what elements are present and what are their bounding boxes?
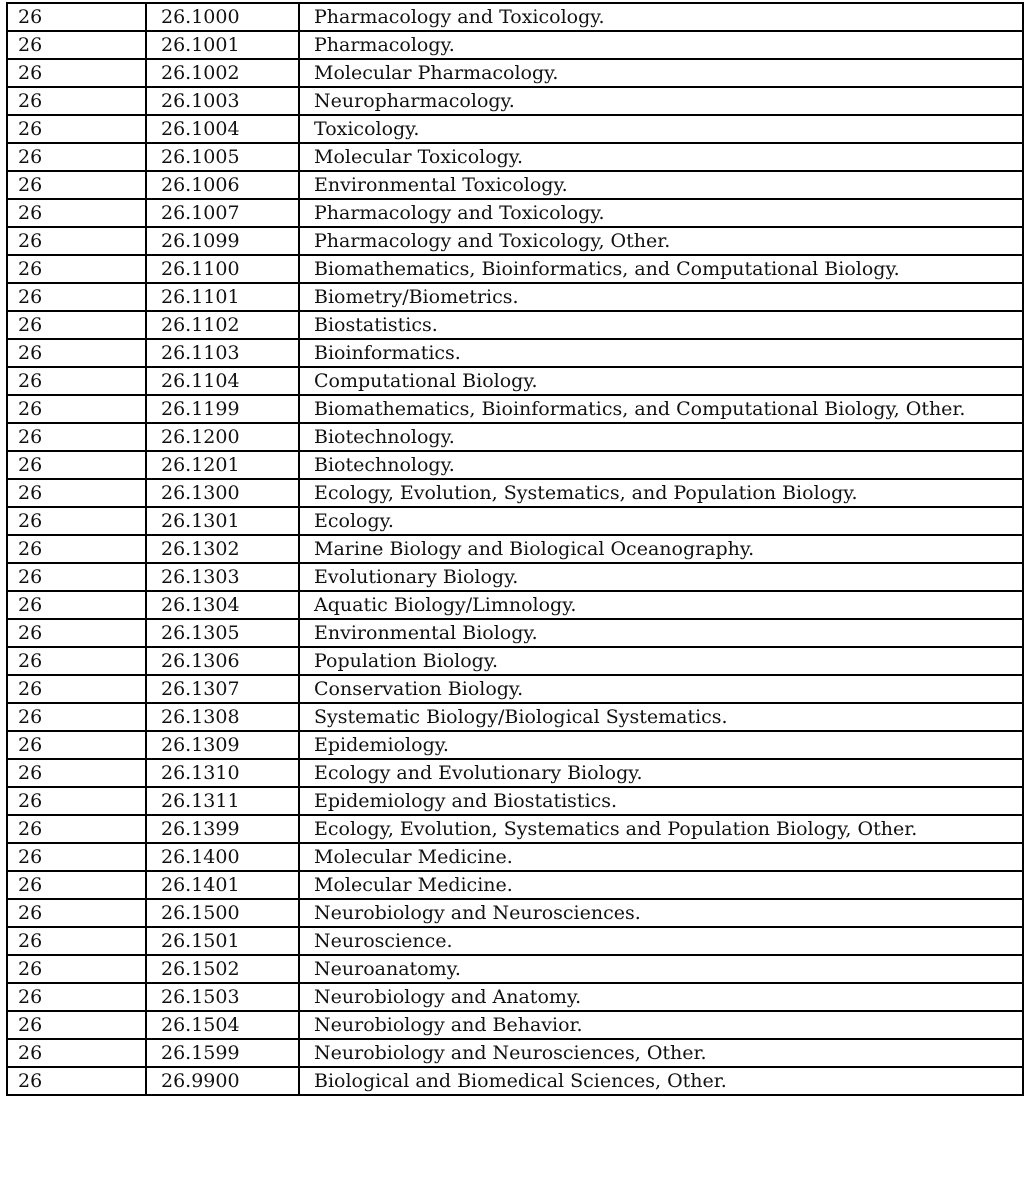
- cip-family-cell: 26: [7, 675, 146, 703]
- cip-code-cell: 26.1501: [146, 927, 299, 955]
- table-row: [7, 675, 1023, 703]
- cip-family-cell: 26: [7, 59, 146, 87]
- cip-family-cell: 26: [7, 591, 146, 619]
- cip-title-cell: Toxicology.: [299, 115, 1023, 143]
- cip-code-cell: 26.1500: [146, 899, 299, 927]
- cip-family-cell: 26: [7, 479, 146, 507]
- table-row: [7, 955, 1023, 983]
- cip-title-cell: Neurobiology and Neurosciences.: [299, 899, 1023, 927]
- cip-title-cell: Pharmacology.: [299, 31, 1023, 59]
- cip-code-cell: 26.1100: [146, 255, 299, 283]
- cip-code-cell: 26.1306: [146, 647, 299, 675]
- cip-code-cell: 26.1002: [146, 59, 299, 87]
- table-row: [7, 59, 1023, 87]
- cip-title-cell: Ecology and Evolutionary Biology.: [299, 759, 1023, 787]
- cip-title-cell: Bioinformatics.: [299, 339, 1023, 367]
- cip-family-cell: 26: [7, 563, 146, 591]
- cip-family-cell: 26: [7, 227, 146, 255]
- cip-family-cell: 26: [7, 283, 146, 311]
- cip-title-cell: Ecology.: [299, 507, 1023, 535]
- table-row: [7, 367, 1023, 395]
- cip-title-cell: Ecology, Evolution, Systematics, and Population Biology.: [299, 479, 1023, 507]
- cip-title-cell: Neurobiology and Neurosciences, Other.: [299, 1039, 1023, 1067]
- table-row: [7, 563, 1023, 591]
- cip-family-cell: 26: [7, 843, 146, 871]
- cip-code-cell: 26.1502: [146, 955, 299, 983]
- table-row: [7, 731, 1023, 759]
- cip-title-cell: Population Biology.: [299, 647, 1023, 675]
- cip-title-cell: Neuroscience.: [299, 927, 1023, 955]
- cip-title-cell: Molecular Pharmacology.: [299, 59, 1023, 87]
- table-row: [7, 1039, 1023, 1067]
- cip-title-cell: Epidemiology and Biostatistics.: [299, 787, 1023, 815]
- cip-family-cell: 26: [7, 535, 146, 563]
- cip-family-cell: 26: [7, 31, 146, 59]
- table-row: [7, 591, 1023, 619]
- cip-family-cell: 26: [7, 815, 146, 843]
- cip-code-cell: 26.1101: [146, 283, 299, 311]
- cip-family-cell: 26: [7, 759, 146, 787]
- table-row: [7, 479, 1023, 507]
- cip-family-cell: 26: [7, 703, 146, 731]
- cip-title-cell: Biomathematics, Bioinformatics, and Computational Biology.: [299, 255, 1023, 283]
- cip-title-cell: Molecular Medicine.: [299, 843, 1023, 871]
- table-row: [7, 143, 1023, 171]
- cip-family-cell: 26: [7, 255, 146, 283]
- table-row: [7, 3, 1023, 31]
- cip-family-cell: 26: [7, 87, 146, 115]
- cip-code-cell: 26.1201: [146, 451, 299, 479]
- table-row: [7, 927, 1023, 955]
- cip-code-cell: 26.1310: [146, 759, 299, 787]
- table-row: [7, 255, 1023, 283]
- cip-family-cell: 26: [7, 983, 146, 1011]
- cip-title-cell: Pharmacology and Toxicology, Other.: [299, 227, 1023, 255]
- cip-family-cell: 26: [7, 199, 146, 227]
- cip-family-cell: 26: [7, 3, 146, 31]
- cip-title-cell: Neurobiology and Behavior.: [299, 1011, 1023, 1039]
- table-row: [7, 843, 1023, 871]
- cip-family-cell: 26: [7, 1039, 146, 1067]
- cip-code-cell: 26.1004: [146, 115, 299, 143]
- table-row: [7, 31, 1023, 59]
- cip-code-cell: 26.9900: [146, 1067, 299, 1095]
- cip-title-cell: Environmental Toxicology.: [299, 171, 1023, 199]
- table-row: [7, 227, 1023, 255]
- table-row: [7, 1067, 1023, 1095]
- cip-title-cell: Neurobiology and Anatomy.: [299, 983, 1023, 1011]
- cip-title-cell: Biometry/Biometrics.: [299, 283, 1023, 311]
- cip-family-cell: 26: [7, 955, 146, 983]
- cip-title-cell: Aquatic Biology/Limnology.: [299, 591, 1023, 619]
- cip-family-cell: 26: [7, 1011, 146, 1039]
- cip-family-cell: 26: [7, 367, 146, 395]
- table-row: [7, 507, 1023, 535]
- cip-title-cell: Ecology, Evolution, Systematics and Population Biology, Other.: [299, 815, 1023, 843]
- table-row: [7, 1011, 1023, 1039]
- cip-code-cell: 26.1000: [146, 3, 299, 31]
- table-row: [7, 871, 1023, 899]
- cip-code-cell: 26.1305: [146, 619, 299, 647]
- cip-code-cell: 26.1303: [146, 563, 299, 591]
- cip-family-cell: 26: [7, 115, 146, 143]
- cip-code-cell: 26.1308: [146, 703, 299, 731]
- cip-code-cell: 26.1301: [146, 507, 299, 535]
- table-row: [7, 535, 1023, 563]
- cip-title-cell: Computational Biology.: [299, 367, 1023, 395]
- cip-title-cell: Epidemiology.: [299, 731, 1023, 759]
- cip-family-cell: 26: [7, 787, 146, 815]
- cip-code-cell: 26.1400: [146, 843, 299, 871]
- cip-code-cell: 26.1102: [146, 311, 299, 339]
- table-row: [7, 983, 1023, 1011]
- cip-title-cell: Marine Biology and Biological Oceanography.: [299, 535, 1023, 563]
- table-row: [7, 759, 1023, 787]
- cip-title-cell: Molecular Toxicology.: [299, 143, 1023, 171]
- cip-code-cell: 26.1300: [146, 479, 299, 507]
- cip-code-cell: 26.1599: [146, 1039, 299, 1067]
- cip-code-cell: 26.1503: [146, 983, 299, 1011]
- cip-code-cell: 26.1200: [146, 423, 299, 451]
- cip-family-cell: 26: [7, 871, 146, 899]
- cip-title-cell: Biological and Biomedical Sciences, Other.: [299, 1067, 1023, 1095]
- cip-code-cell: 26.1307: [146, 675, 299, 703]
- cip-family-cell: 26: [7, 339, 146, 367]
- cip-title-cell: Biomathematics, Bioinformatics, and Computational Biology, Other.: [299, 395, 1023, 423]
- table-row: [7, 395, 1023, 423]
- cip-family-cell: 26: [7, 395, 146, 423]
- table-row: [7, 899, 1023, 927]
- table-row: [7, 339, 1023, 367]
- cip-code-cell: 26.1001: [146, 31, 299, 59]
- cip-code-cell: 26.1504: [146, 1011, 299, 1039]
- cip-code-cell: 26.1401: [146, 871, 299, 899]
- cip-title-cell: Biotechnology.: [299, 423, 1023, 451]
- table-body: [7, 3, 1023, 1095]
- cip-title-cell: Systematic Biology/Biological Systematics.: [299, 703, 1023, 731]
- cip-title-cell: Evolutionary Biology.: [299, 563, 1023, 591]
- cip-code-cell: 26.1199: [146, 395, 299, 423]
- cip-title-cell: Neuropharmacology.: [299, 87, 1023, 115]
- table-row: [7, 87, 1023, 115]
- cip-family-cell: 26: [7, 507, 146, 535]
- cip-code-cell: 26.1103: [146, 339, 299, 367]
- cip-family-cell: 26: [7, 311, 146, 339]
- table-row: [7, 619, 1023, 647]
- cip-family-cell: 26: [7, 899, 146, 927]
- cip-code-cell: 26.1104: [146, 367, 299, 395]
- cip-title-cell: Conservation Biology.: [299, 675, 1023, 703]
- cip-code-cell: 26.1003: [146, 87, 299, 115]
- cip-family-cell: 26: [7, 619, 146, 647]
- cip-code-cell: 26.1005: [146, 143, 299, 171]
- cip-code-cell: 26.1399: [146, 815, 299, 843]
- table-row: [7, 451, 1023, 479]
- cip-title-cell: Pharmacology and Toxicology.: [299, 3, 1023, 31]
- cip-title-cell: Neuroanatomy.: [299, 955, 1023, 983]
- table-row: [7, 787, 1023, 815]
- cip-family-cell: 26: [7, 143, 146, 171]
- cip-title-cell: Environmental Biology.: [299, 619, 1023, 647]
- cip-family-cell: 26: [7, 1067, 146, 1095]
- cip-family-cell: 26: [7, 451, 146, 479]
- cip-family-cell: 26: [7, 171, 146, 199]
- cip-code-cell: 26.1304: [146, 591, 299, 619]
- cip-code-cell: 26.1302: [146, 535, 299, 563]
- table-row: [7, 115, 1023, 143]
- cip-family-cell: 26: [7, 647, 146, 675]
- table-row: [7, 283, 1023, 311]
- cip-family-cell: 26: [7, 731, 146, 759]
- cip-title-cell: Biostatistics.: [299, 311, 1023, 339]
- cip-code-table: [6, 2, 1024, 1096]
- table-row: [7, 171, 1023, 199]
- table-row: [7, 423, 1023, 451]
- table-row: [7, 815, 1023, 843]
- cip-family-cell: 26: [7, 927, 146, 955]
- cip-title-cell: Biotechnology.: [299, 451, 1023, 479]
- cip-code-cell: 26.1099: [146, 227, 299, 255]
- cip-title-cell: Pharmacology and Toxicology.: [299, 199, 1023, 227]
- cip-code-cell: 26.1007: [146, 199, 299, 227]
- table-row: [7, 199, 1023, 227]
- cip-family-cell: 26: [7, 423, 146, 451]
- cip-title-cell: Molecular Medicine.: [299, 871, 1023, 899]
- table-row: [7, 311, 1023, 339]
- cip-code-cell: 26.1311: [146, 787, 299, 815]
- table-row: [7, 647, 1023, 675]
- table-row: [7, 703, 1023, 731]
- cip-code-cell: 26.1309: [146, 731, 299, 759]
- cip-code-cell: 26.1006: [146, 171, 299, 199]
